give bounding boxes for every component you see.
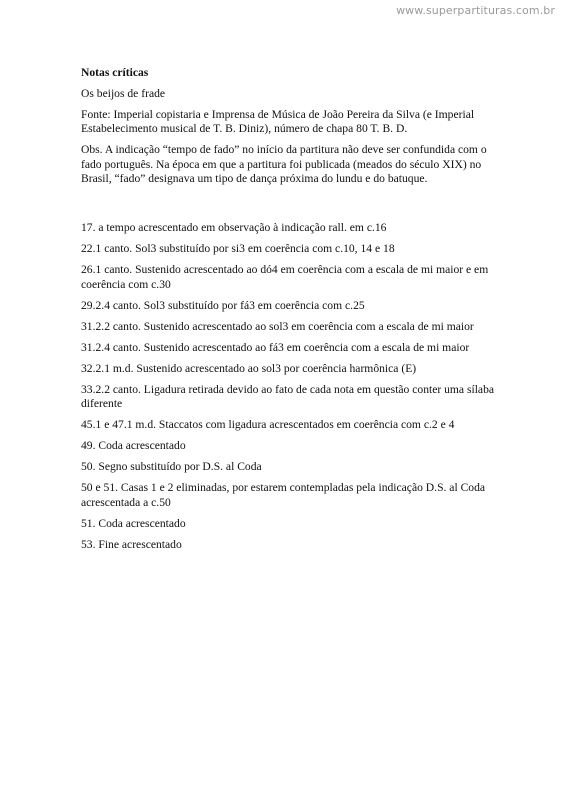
note-item: 33.2.2 canto. Ligadura retirada devido ao fato de cada nota em questão conter uma sílaba diferente <box>81 382 495 410</box>
document-title: Notas críticas <box>81 66 149 79</box>
piece-title: Os beijos de frade <box>81 86 166 100</box>
note-item: 53. Fine acrescentado <box>81 537 182 551</box>
section-gap <box>81 193 501 221</box>
source-paragraph: Fonte: Imperial copistaria e Imprensa de Música de João Pereira da Silva (e Imperial Estabelecimento musical de T. B. Diniz), número de chapa 80 T. B. D. <box>81 107 475 135</box>
note-item: 31.2.2 canto. Sustenido acrescentado ao sol3 em coerência com a escala de mi maior <box>81 319 474 333</box>
note-item: 50. Segno substituído por D.S. al Coda <box>81 460 262 473</box>
notes-list <box>81 221 501 552</box>
note-item: 51. Coda acrescentado <box>81 516 186 530</box>
note-item: 31.2.4 canto. Sustenido acrescentado ao fá3 em coerência com a escala de mi maior <box>81 340 470 354</box>
observation-paragraph: Obs. A indicação “tempo de fado” no início da partitura não deve ser confundida com o fado português. Na época em que a partitura foi publicada (meados do século XIX) no Brasil, “fado” designava um tipo de dança próxima do lundu e do batuque. <box>81 143 487 185</box>
note-item: 22.1 canto. Sol3 substituído por si3 em coerência com c.10, 14 e 18 <box>81 242 395 255</box>
note-item: 26.1 canto. Sustenido acrescentado ao dó4 em coerência com a escala de mi maior e em coerência com c.30 <box>81 263 489 291</box>
note-item: 45.1 e 47.1 m.d. Staccatos com ligadura acrescentados em coerência com c.2 e 4 <box>81 418 455 431</box>
note-item: 29.2.4 canto. Sol3 substituído por fá3 em coerência com c.25 <box>81 298 365 312</box>
note-item: 49. Coda acrescentado <box>81 439 186 452</box>
critical-notes-document <box>81 66 501 559</box>
note-item: 50 e 51. Casas 1 e 2 eliminadas, por estarem contempladas pela indicação D.S. al Coda acrescentada a c.50 <box>81 481 486 509</box>
note-item: 17. a tempo acrescentado em observação à indicação rall. em c.16 <box>81 221 387 234</box>
note-item: 32.2.1 m.d. Sustenido acrescentado ao sol3 por coerência harmônica (E) <box>81 361 417 375</box>
site-watermark: www.superpartituras.com.br <box>396 4 555 17</box>
